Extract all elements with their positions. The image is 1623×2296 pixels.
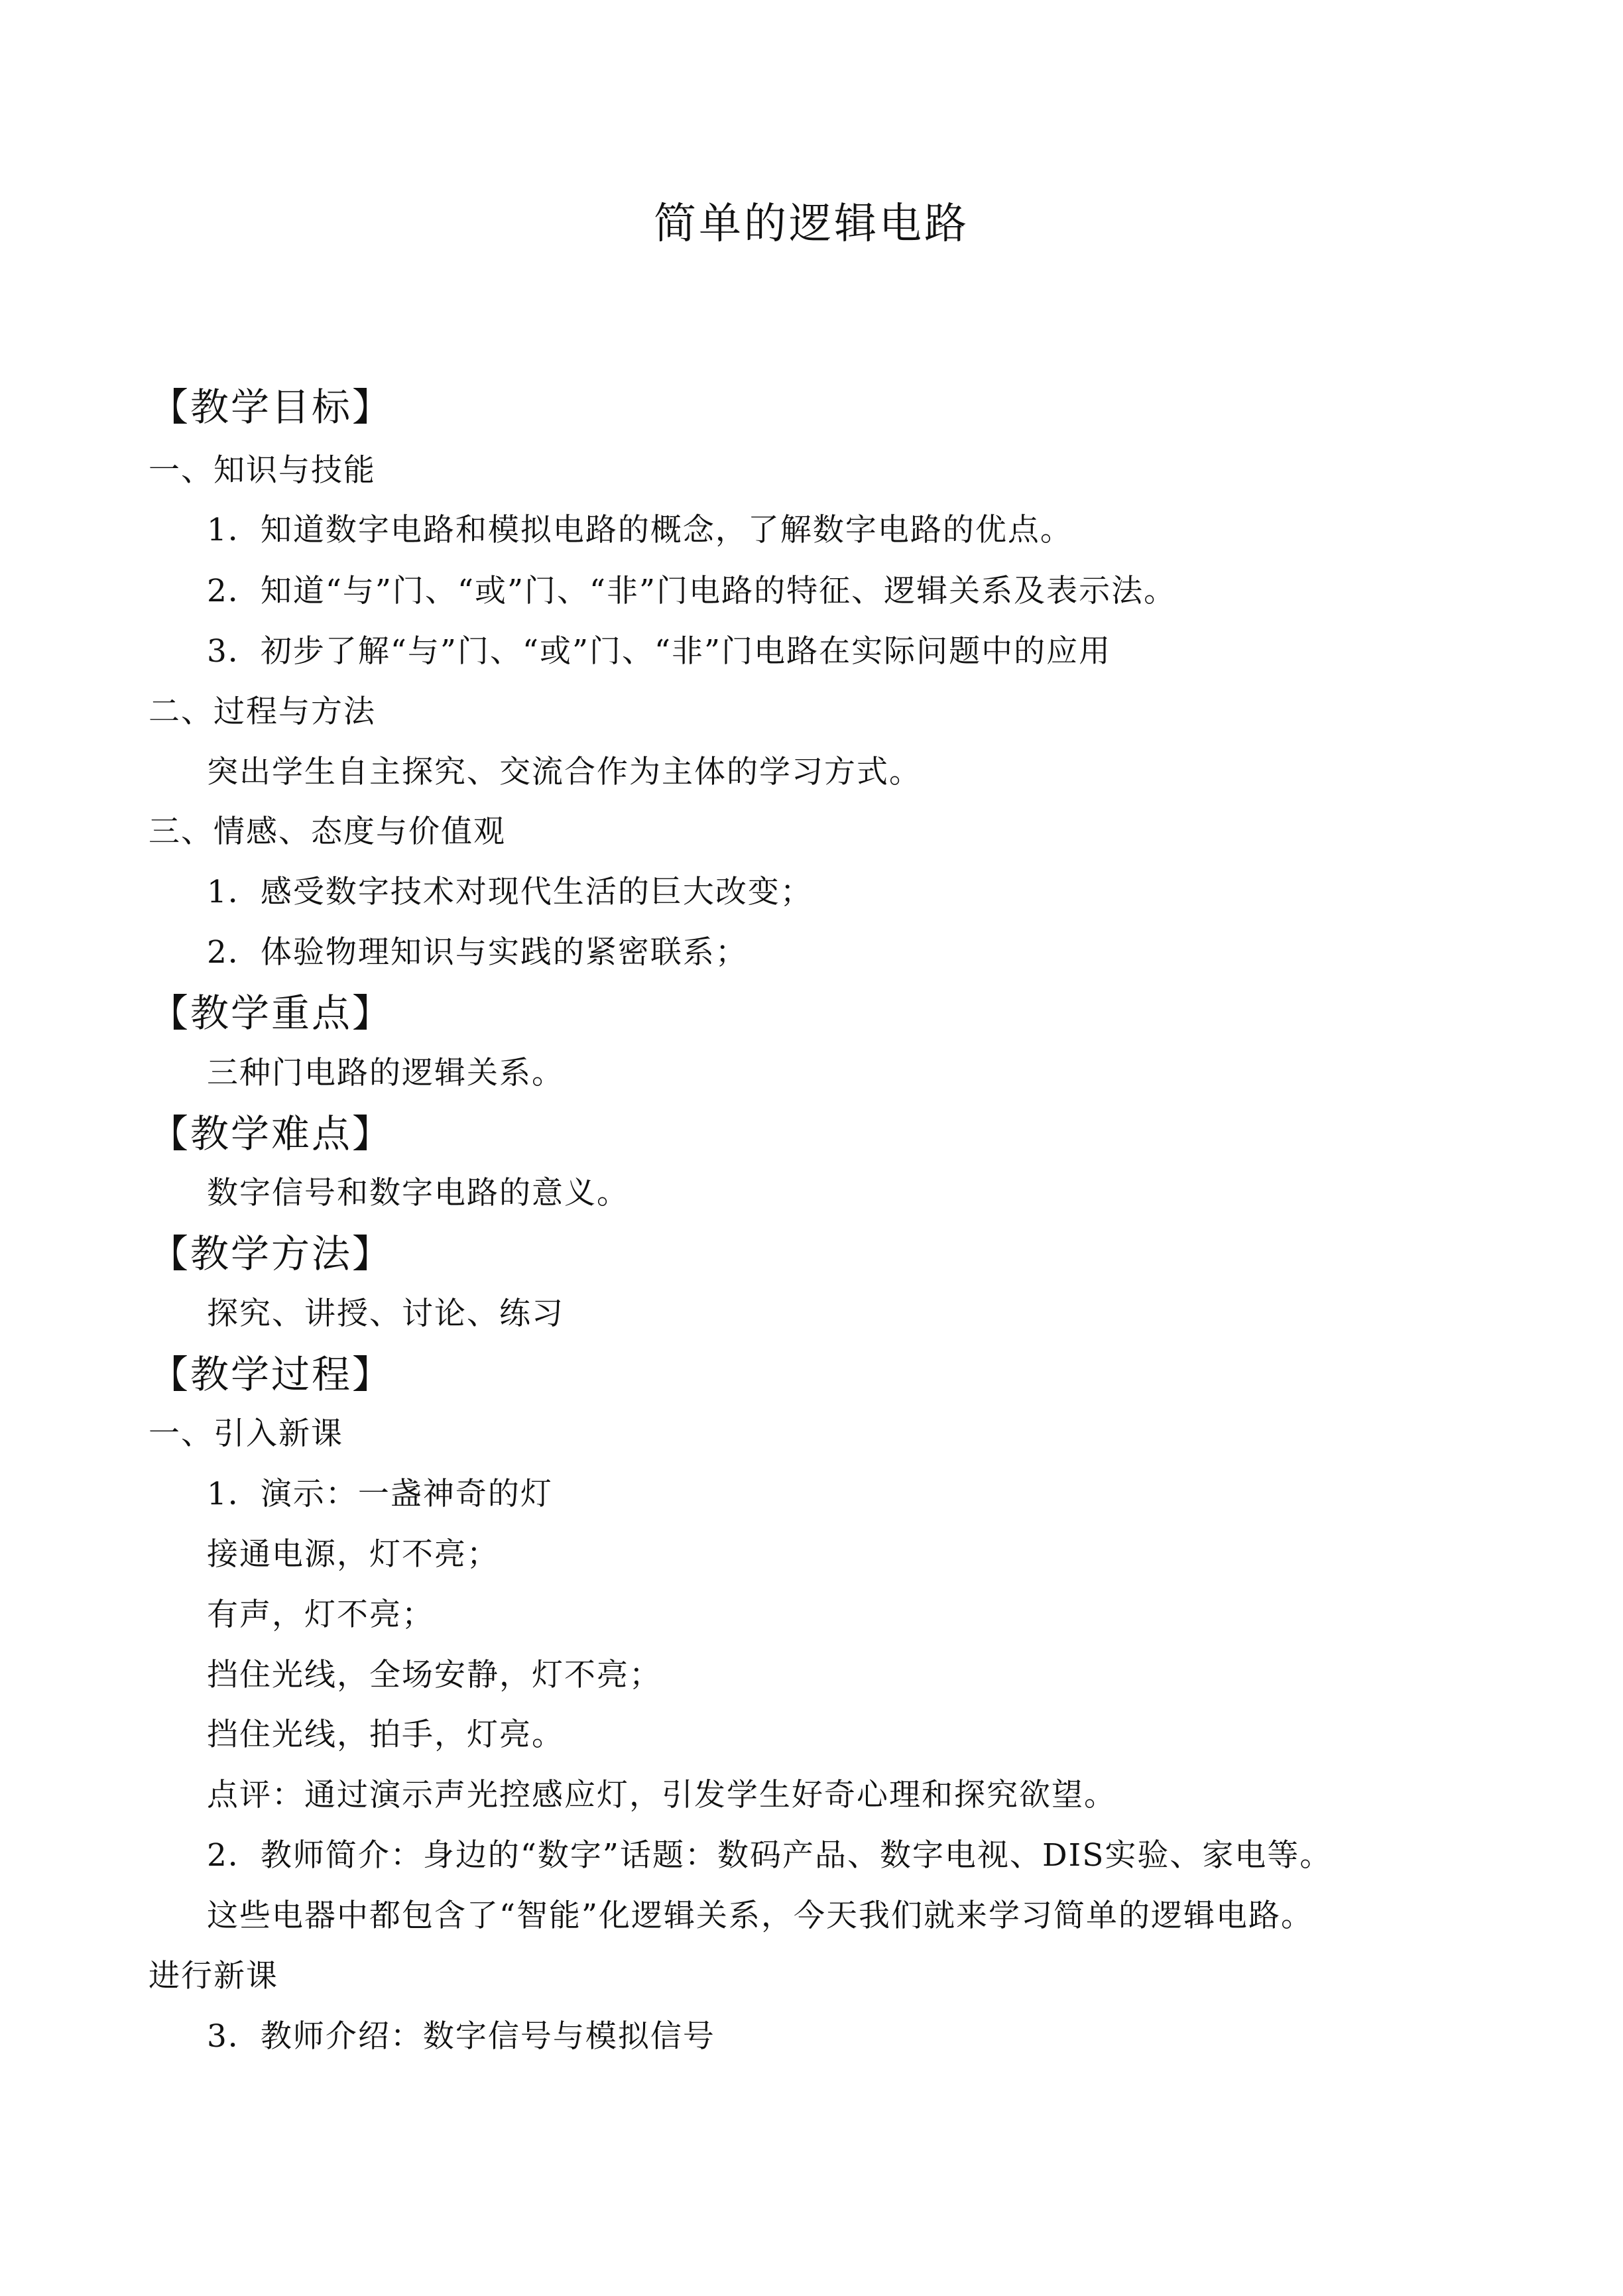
heading-difficulties: 【教学难点】 <box>150 1111 393 1156</box>
process-line-3: 有声，灯不亮； <box>207 1597 434 1633</box>
process-part1-label: 一、引入新课 <box>149 1416 343 1452</box>
heading-teaching-goals: 【教学目标】 <box>150 385 393 430</box>
methods-text: 探究、讲授、讨论、练习 <box>207 1296 564 1332</box>
process-line-6: 点评：通过演示声光控感应灯，引发学生好奇心理和探究欲望。 <box>207 1777 1116 1813</box>
goals-part1-label: 一、知识与技能 <box>149 452 376 489</box>
process-line-2: 接通电源，灯不亮； <box>207 1536 499 1573</box>
process-part2-label: 进行新课 <box>149 1958 278 1994</box>
document-title: 简单的逻辑电路 <box>654 200 969 249</box>
difficulties-text: 数字信号和数字电路的意义。 <box>207 1175 629 1211</box>
goals-part3-label: 三、情感、态度与价值观 <box>149 814 506 850</box>
goals-part3-item-2: 2．体验物理知识与实践的紧密联系； <box>207 934 748 971</box>
goals-part2-label: 二、过程与方法 <box>149 694 376 730</box>
goals-part2-text: 突出学生自主探究、交流合作为主体的学习方式。 <box>207 754 922 790</box>
process-line-7: 2．教师简介：身边的“数字”话题：数码产品、数字电视、DIS实验、家电等。 <box>207 1837 1333 1874</box>
goals-part3-item-1: 1．感受数字技术对现代生活的巨大改变； <box>207 874 813 910</box>
process-line-5: 挡住光线，拍手，灯亮。 <box>207 1717 564 1753</box>
process-part2-line: 3．教师介绍：数字信号与模拟信号 <box>207 2018 715 2055</box>
process-line-1: 1．演示：一盏神奇的灯 <box>207 1476 553 1512</box>
heading-process: 【教学过程】 <box>150 1352 393 1397</box>
process-line-8: 这些电器中都包含了“智能”化逻辑关系，今天我们就来学习简单的逻辑电路。 <box>207 1898 1314 1934</box>
goals-part1-item-3: 3．初步了解“与”门、“或”门、“非”门电路在实际问题中的应用 <box>207 633 1112 670</box>
goals-part1-item-1: 1．知道数字电路和模拟电路的概念，了解数字电路的优点。 <box>207 512 1073 548</box>
process-line-4: 挡住光线，全场安静，灯不亮； <box>207 1657 662 1693</box>
goals-part1-item-2: 2．知道“与”门、“或”门、“非”门电路的特征、逻辑关系及表示法。 <box>207 573 1177 609</box>
heading-key-points: 【教学重点】 <box>150 991 393 1036</box>
key-points-text: 三种门电路的逻辑关系。 <box>207 1055 564 1091</box>
heading-methods: 【教学方法】 <box>150 1231 393 1276</box>
